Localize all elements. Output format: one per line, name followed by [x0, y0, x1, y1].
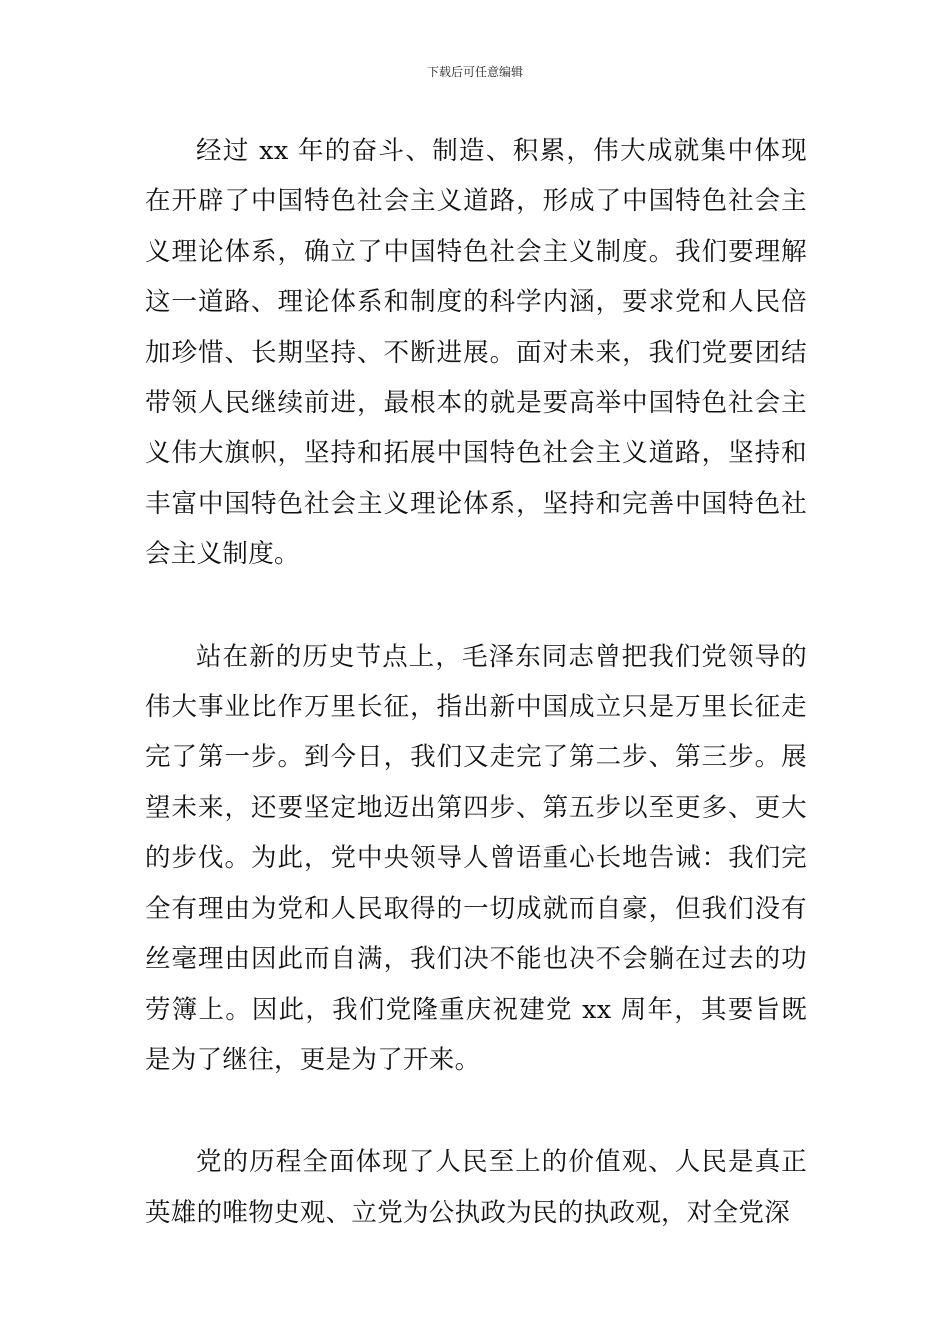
paragraph-2: 站在新的历史节点上，毛泽东同志曾把我们党领导的伟大事业比作万里长征，指出新中国成立只是万里长征走完了第一步。到今日，我们又走完了第二步、第三步。展望未来，还要坚定地迈出第四步、第五步以至更多、更大的步伐。为此，党中央领导人曾语重心长地告诫：我们完全有理由为党和人民取得的一切成就而自豪，但我们没有丝毫理由因此而自满，我们决不能也决不会躺在过去的功劳簿上。因此，我们党隆重庆祝建党 xx 周年，其要旨既是为了继往，更是为了开来。 [145, 641, 807, 1075]
page-header: 下载后可任意编辑 [426, 65, 523, 79]
paragraph-3: 党的历程全面体现了人民至上的价值观、人民是真正英雄的唯物史观、立党为公执政为民的执政观，对全党深 [145, 1147, 807, 1228]
document-body [145, 126, 807, 1290]
paragraph-1: 经过 xx 年的奋斗、制造、积累，伟大成就集中体现在开辟了中国特色社会主义道路，形成了中国特色社会主义理论体系，确立了中国特色社会主义制度。我们要理解这一道路、理论体系和制度的科学内涵，要求党和人民倍加珍惜、长期坚持、不断进展。面对未来，我们党要团结带领人民继续前进，最根本的就是要高举中国特色社会主义伟大旗帜，坚持和拓展中国特色社会主义道路，坚持和丰富中国特色社会主义理论体系，坚持和完善中国特色社会主义制度。 [145, 136, 807, 570]
